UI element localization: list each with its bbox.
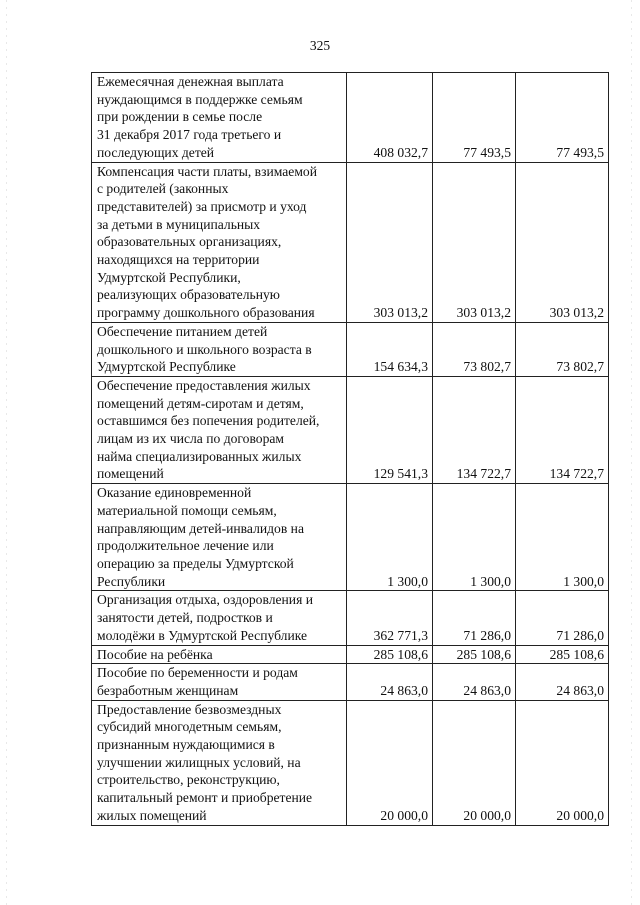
row-name: Компенсация части платы, взимаемой с родителей (законных представителей) за присмотр и уход за детьми в муниципальных образовательных организациях, находящихся на территории Удмуртской Республики, реализующих образовательную программу дошкольного образования [92,162,347,322]
row-value-1: 362 771,3 [347,591,433,645]
row-name: Оказание единовременной материальной помощи семьям, направляющим детей-инвалидов на продолжительное лечение или операцию за пределы Удмуртской Республики [92,484,347,591]
scan-edge-right [631,0,632,905]
row-name: Организация отдыха, оздоровления и занятости детей, подростков и молодёжи в Удмуртской Республике [92,591,347,645]
row-value-2: 71 286,0 [433,591,516,645]
row-value-1: 408 032,7 [347,73,433,163]
row-value-1: 303 013,2 [347,162,433,322]
table-row [92,700,609,825]
row-value-2: 20 000,0 [433,700,516,825]
table-row [92,645,609,664]
row-value-1: 24 863,0 [347,664,433,700]
table-row [92,162,609,322]
row-name: Пособие по беременности и родам безработным женщинам [92,664,347,700]
row-value-2: 73 802,7 [433,322,516,376]
row-name: Ежемесячная денежная выплата нуждающимся в поддержке семьям при рождении в семье после 31 декабря 2017 года третьего и последующих детей [92,73,347,163]
row-value-3: 20 000,0 [516,700,609,825]
row-value-3: 303 013,2 [516,162,609,322]
row-value-1: 285 108,6 [347,645,433,664]
row-value-2: 285 108,6 [433,645,516,664]
row-value-2: 303 013,2 [433,162,516,322]
row-value-2: 77 493,5 [433,73,516,163]
budget-table [91,72,609,826]
row-value-2: 134 722,7 [433,376,516,483]
table-row [92,73,609,163]
row-name: Обеспечение предоставления жилых помещений детям-сиротам и детям, оставшимся без попечения родителей, лицам из их числа по договорам найма специализированных жилых помещений [92,376,347,483]
row-name: Предоставление безвозмездных субсидий многодетным семьям, признанным нуждающимися в улучшении жилищных условий, на строительство, реконструкцию, капитальный ремонт и приобретение жилых помещений [92,700,347,825]
row-value-1: 129 541,3 [347,376,433,483]
row-value-1: 1 300,0 [347,484,433,591]
row-value-3: 77 493,5 [516,73,609,163]
row-value-2: 24 863,0 [433,664,516,700]
table-row [92,484,609,591]
row-value-3: 134 722,7 [516,376,609,483]
scan-edge-left [6,0,7,905]
page-number: 325 [309,38,331,53]
row-value-2: 1 300,0 [433,484,516,591]
row-value-3: 1 300,0 [516,484,609,591]
row-value-3: 285 108,6 [516,645,609,664]
table-row [92,376,609,483]
table-row [92,322,609,376]
row-value-3: 71 286,0 [516,591,609,645]
table-row [92,591,609,645]
row-value-1: 20 000,0 [347,700,433,825]
table-row [92,664,609,700]
row-name: Обеспечение питанием детей дошкольного и школьного возраста в Удмуртской Республике [92,322,347,376]
row-value-3: 73 802,7 [516,322,609,376]
row-name: Пособие на ребёнка [92,645,347,664]
row-value-3: 24 863,0 [516,664,609,700]
row-value-1: 154 634,3 [347,322,433,376]
